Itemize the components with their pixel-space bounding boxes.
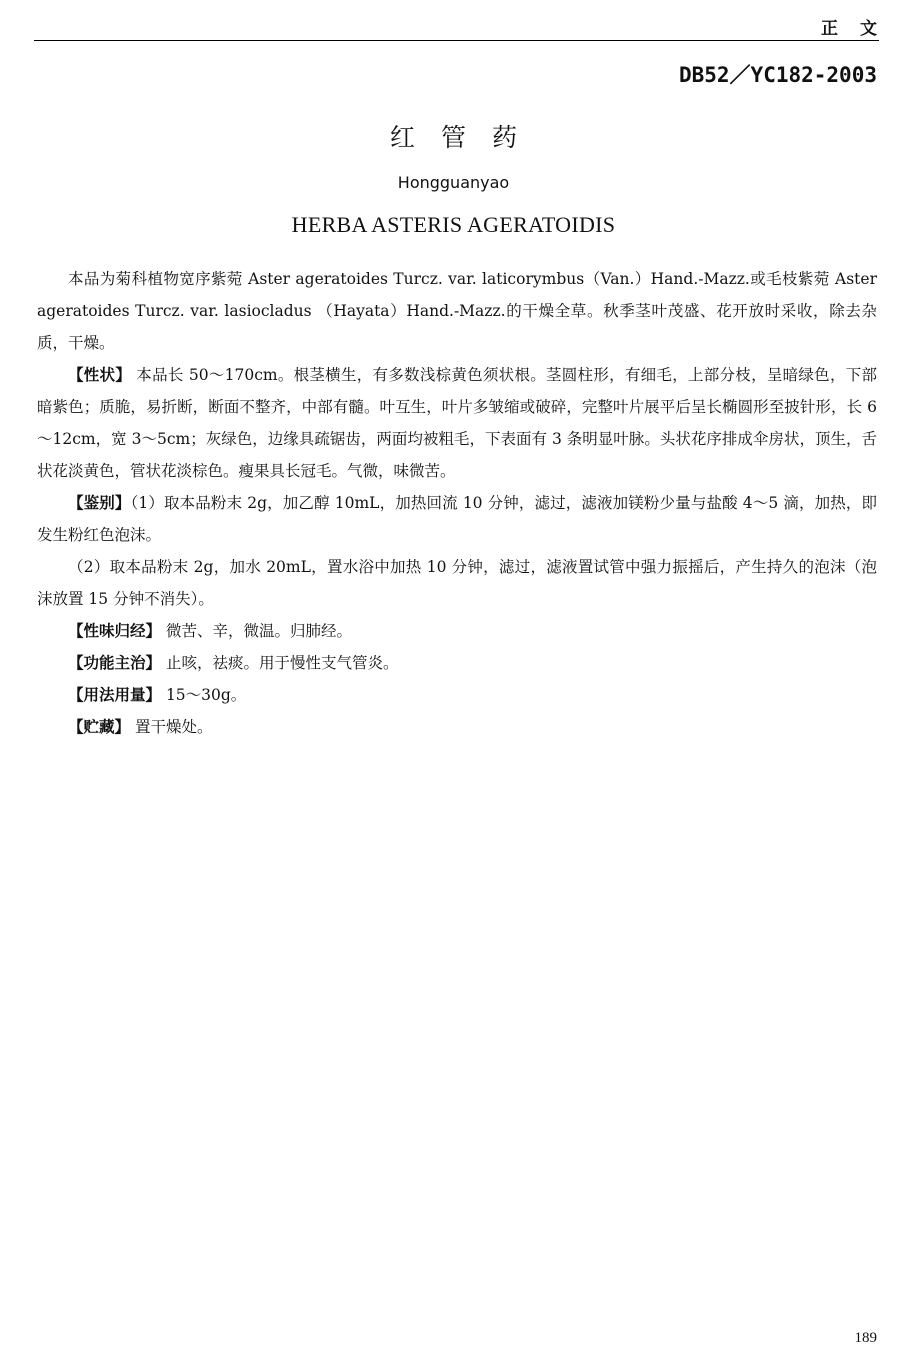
page-number: 189 xyxy=(854,1330,877,1346)
dosage-label: 【用法用量】 xyxy=(68,686,162,704)
title-chinese: 红管药 xyxy=(389,123,543,152)
nature-paragraph xyxy=(37,615,877,647)
storage-text: 置干燥处。 xyxy=(130,718,213,736)
nature-label: 【性味归经】 xyxy=(68,622,162,640)
identification-paragraph-1 xyxy=(37,487,877,551)
monograph-body xyxy=(37,263,877,743)
dosage-paragraph xyxy=(37,679,877,711)
identification-text-1: （1）取本品粉末 2g，加乙醇 10mL，加热回流 10 分钟，滤过，滤液加镁粉少量与盐酸 4～5 滴，加热，即发生粉红色泡沫。 xyxy=(37,494,877,544)
storage-paragraph xyxy=(37,711,877,743)
characteristics-label: 【性状】 xyxy=(68,366,132,384)
function-label: 【功能主治】 xyxy=(68,654,162,672)
header-rule xyxy=(34,40,879,41)
title-pinyin: Hongguanyao xyxy=(397,173,510,192)
header-section-label: 正文 xyxy=(821,19,899,39)
characteristics-paragraph xyxy=(37,359,877,487)
nature-text: 微苦、辛，微温。归肺经。 xyxy=(161,622,352,640)
identification-paragraph-2: （2）取本品粉末 2g，加水 20mL，置水浴中加热 10 分钟，滤过，滤液置试管中强力振摇后，产生持久的泡沫（泡沫放置 15 分钟不消失）。 xyxy=(37,558,877,608)
title-latin: HERBA ASTERIS AGERATOIDIS xyxy=(291,212,616,237)
storage-label: 【贮藏】 xyxy=(68,718,131,736)
function-paragraph xyxy=(37,647,877,679)
identification-label: 【鉴别】 xyxy=(68,494,131,512)
document-code: DB52／YC182-2003 xyxy=(678,63,877,87)
function-text: 止咳，祛痰。用于慢性支气管炎。 xyxy=(161,654,399,672)
characteristics-text: 本品长 50～170cm。根茎横生，有多数浅棕黄色须状根。茎圆柱形，有细毛，上部分枝，呈暗绿色，下部暗紫色；质脆，易折断，断面不整齐，中部有髓。叶互生，叶片多皱缩或破碎，完整叶片展平后呈长椭圆形至披针形，长 6～12cm，宽 3～5cm；灰绿色，边缘具疏锯齿，两面均被粗毛，下表面有 3 条明显叶脉。头状花序排成伞房状，顶生，舌状花淡黄色，管状花淡棕色。瘦果具长冠毛。气微，味微苦。 xyxy=(37,366,877,480)
dosage-text: 15～30g。 xyxy=(161,686,247,704)
intro-paragraph: 本品为菊科植物宽序紫菀 Aster ageratoides Turcz. var. laticorymbus（Van.）Hand.-Mazz.或毛枝紫菀 Aster ageratoides Turcz. var. lasiocladus （Hayata）Hand.-Mazz.的干燥全草。秋季茎叶茂盛、花开放时采收，除去杂质，干燥。 xyxy=(37,270,877,352)
